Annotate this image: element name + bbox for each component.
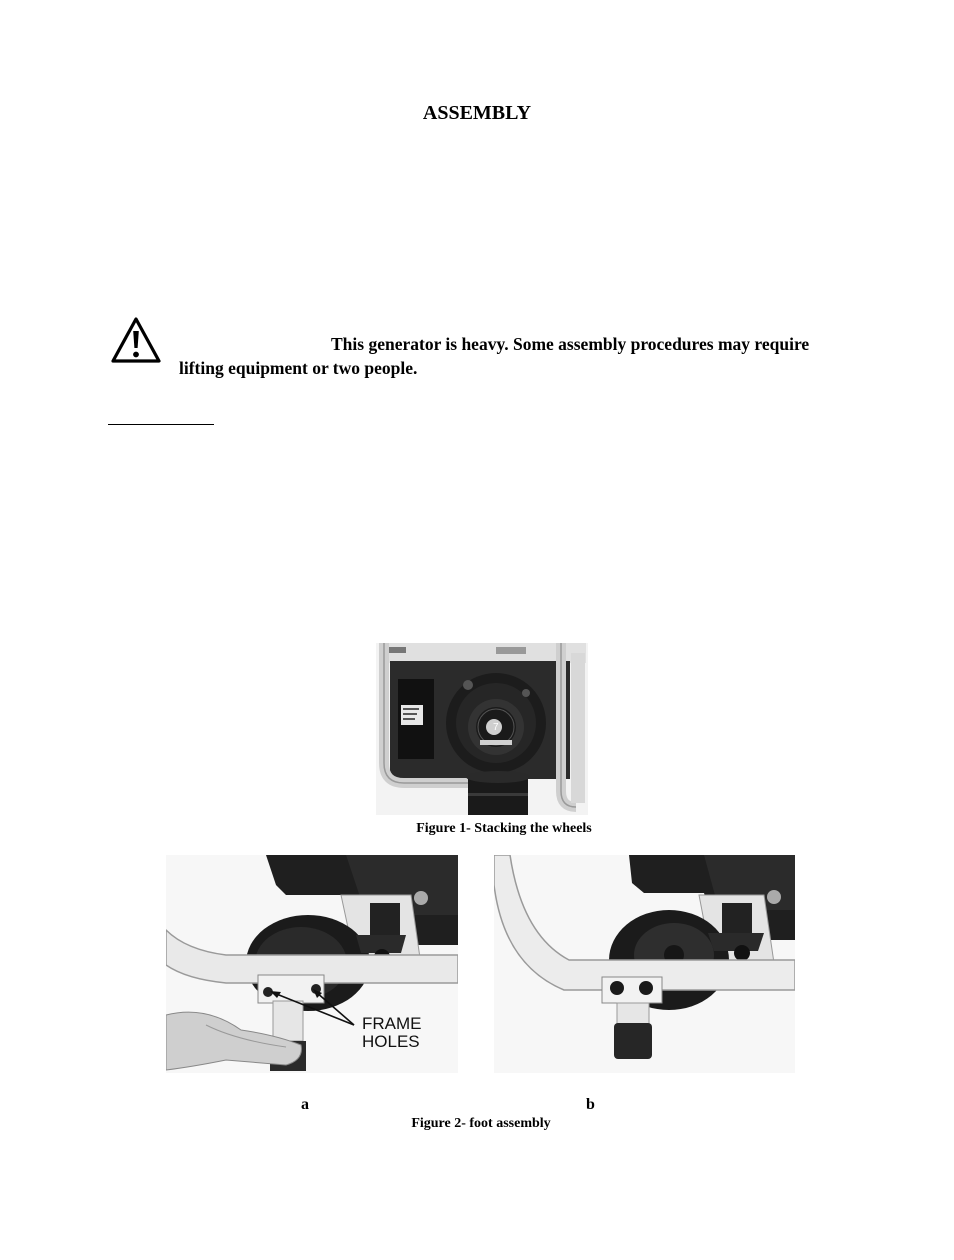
figure-2a-photo xyxy=(166,855,458,1073)
warning-triangle-icon xyxy=(110,316,162,364)
warning-text-line-2: lifting equipment or two people. xyxy=(179,358,418,378)
figure-2a-label: a xyxy=(301,1096,309,1113)
warning-text-line-1: This generator is heavy. Some assembly procedures may require xyxy=(331,334,810,354)
figure-1-caption: Figure 1- Stacking the wheels xyxy=(416,821,592,836)
figure-2b-label: b xyxy=(586,1096,595,1113)
frame-holes-callout-line-2: HOLES xyxy=(362,1032,420,1051)
figure-1-photo xyxy=(376,643,588,815)
page-title: ASSEMBLY xyxy=(422,102,532,124)
figure-2b-photo xyxy=(494,855,795,1073)
frame-holes-callout-line-1: FRAME xyxy=(362,1014,422,1033)
figure-2-caption: Figure 2- foot assembly xyxy=(411,1116,551,1131)
engine-badge: 7 xyxy=(493,722,499,733)
section-heading-underline xyxy=(108,424,214,425)
